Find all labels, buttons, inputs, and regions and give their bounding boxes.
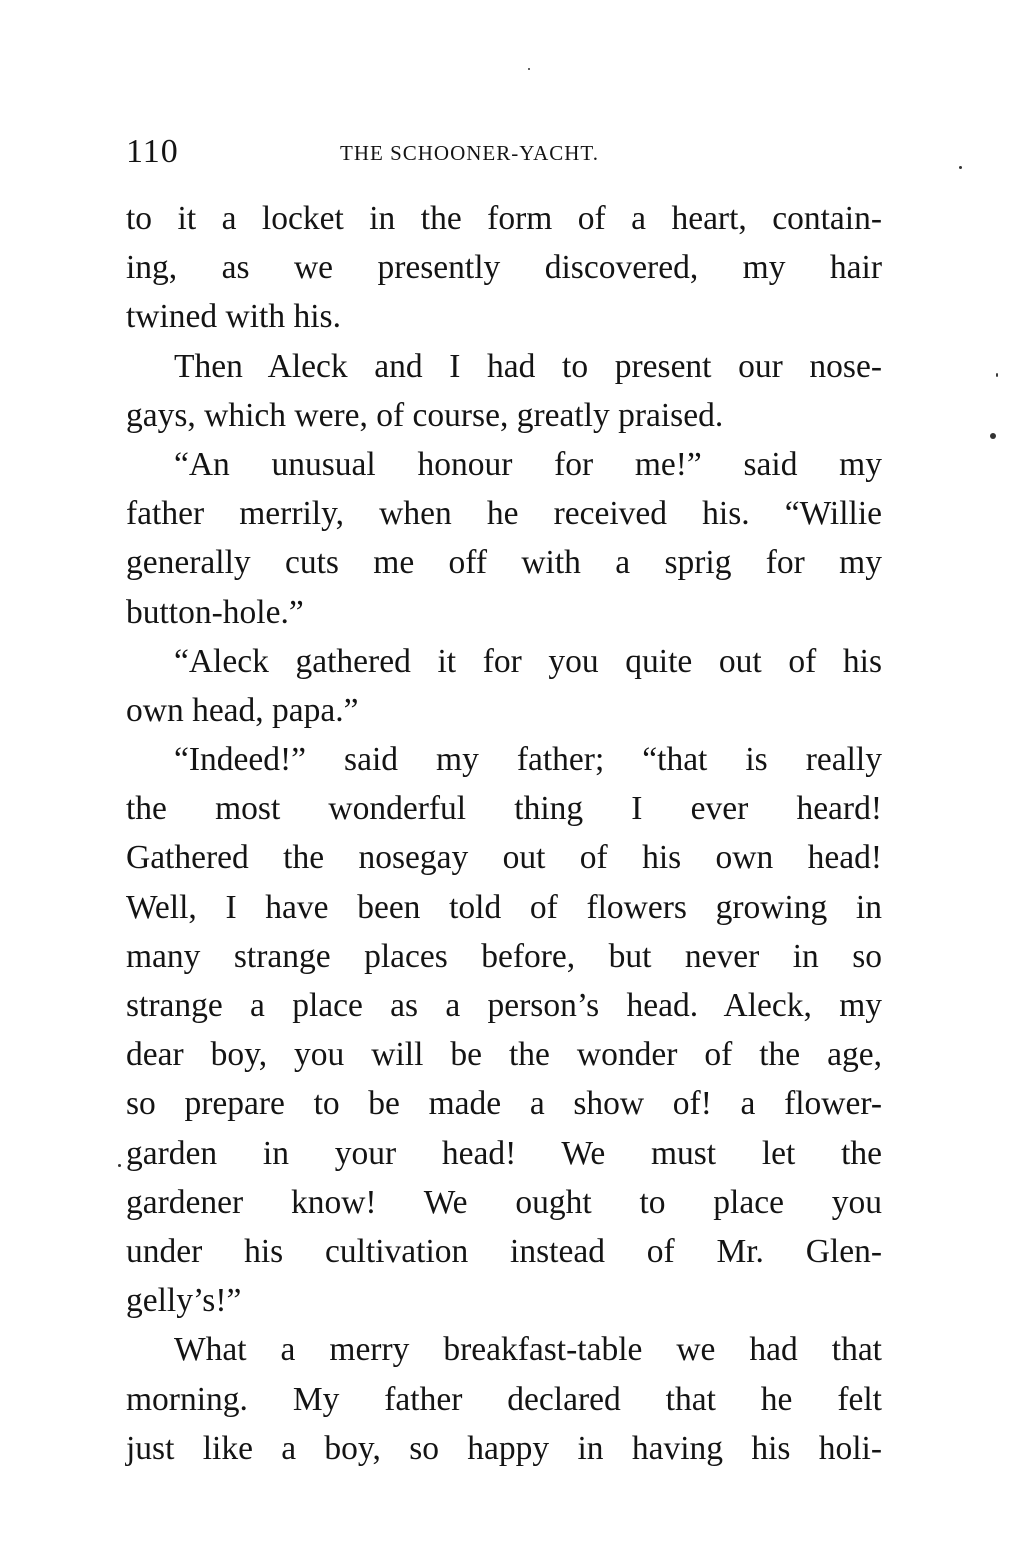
paragraph-merry-breakfast [126, 1325, 882, 1473]
text-line: “An unusual honour for me!” said my [174, 445, 882, 483]
paragraph-aleck-gathered [126, 637, 882, 735]
text-line: gardener know! We ought to place you [126, 1183, 882, 1221]
text-line: Well, I have been told of flowers growing in [126, 888, 882, 926]
text-line: so prepare to be made a show of! a flower- [126, 1085, 882, 1123]
paragraph-indeed [126, 735, 882, 1325]
scan-speck [990, 433, 996, 439]
page-header [126, 130, 886, 174]
scan-speck [959, 166, 962, 169]
text-line: father merrily, when he received his. “Willie [126, 495, 882, 533]
text-line: twined with his. [126, 298, 341, 336]
text-line: to it a locket in the form of a heart, contain- [126, 200, 882, 237]
text-line: under his cultivation instead of Mr. Glen- [126, 1232, 882, 1270]
text-line: Then Aleck and I had to present our nose- [174, 347, 882, 385]
text-line: just like a boy, so happy in having his holi- [126, 1429, 882, 1467]
text-line: own head, papa.” [126, 691, 359, 729]
text-line: strange a place as a person’s head. Aleck, my [126, 987, 882, 1024]
text-line: garden in your head! We must let the [126, 1134, 882, 1172]
scan-speck [118, 1164, 121, 1167]
text-line: morning. My father declared that he felt [126, 1380, 882, 1418]
paragraph-unusual-honour [126, 440, 882, 637]
text-line: generally cuts me off with a sprig for my [126, 544, 882, 582]
text-line: dear boy, you will be the wonder of the age, [126, 1036, 882, 1074]
text-line: Gathered the nosegay out of his own head! [126, 839, 882, 877]
text-line: “Aleck gathered it for you quite out of his [174, 642, 882, 680]
text-line: ing, as we presently discovered, my hair [126, 249, 882, 287]
paragraph-locket [126, 194, 882, 342]
text-line: the most wonderful thing I ever heard! [126, 790, 882, 828]
text-line: gelly’s!” [126, 1282, 242, 1320]
paragraph-nosegays [126, 342, 882, 440]
scan-speck [996, 373, 998, 377]
running-title: THE SCHOONER-YACHT. [340, 141, 599, 165]
text-line: “Indeed!” said my father; “that is really [174, 741, 882, 779]
text-line: many strange places before, but never in so [126, 937, 882, 975]
body-text [126, 194, 882, 1473]
page-number: 110 [126, 133, 179, 170]
text-line: button-hole.” [126, 593, 304, 631]
text-line: What a merry breakfast-table we had that [174, 1331, 882, 1369]
text-line: gays, which were, of course, greatly praised. [126, 396, 724, 434]
scan-speck [528, 68, 530, 70]
